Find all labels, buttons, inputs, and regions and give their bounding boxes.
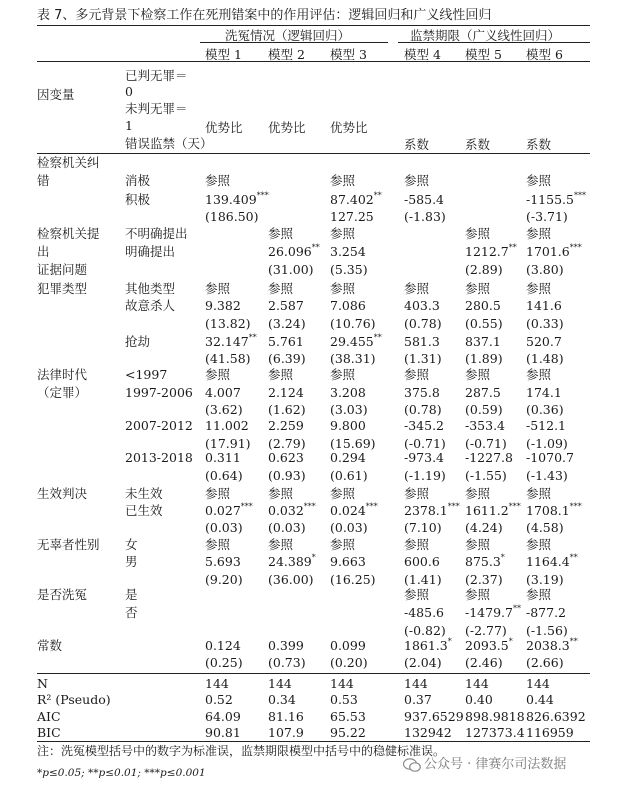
- table-cell: 9.800: [330, 418, 366, 433]
- table-cell: 参照: [526, 173, 552, 188]
- table-cell: 2038.3**: [526, 637, 578, 653]
- table-cell: 参照: [465, 587, 491, 602]
- table-cell: (2.89): [465, 262, 503, 277]
- table-cell: (31.00): [268, 262, 314, 277]
- table-cell: 2.587: [268, 298, 304, 313]
- table-cell: (-1.19): [404, 468, 446, 483]
- table-cell: 5.761: [268, 334, 304, 349]
- table-cell: (36.00): [268, 572, 314, 587]
- table-cell: 参照: [330, 367, 356, 382]
- table-cell: 87.402**: [330, 191, 382, 207]
- table-cell: 141.6: [526, 298, 562, 313]
- table-cell: 参照: [205, 173, 231, 188]
- stat-label: 系数: [465, 137, 491, 152]
- stat-row-label: BIC: [37, 725, 61, 740]
- table-cell: 参照: [205, 281, 231, 296]
- table-cell: 116959: [526, 725, 574, 740]
- table-cell: (4.58): [526, 520, 564, 535]
- table-cell: -1070.7: [526, 450, 574, 465]
- stat-row-label: R² (Pseudo): [37, 692, 111, 707]
- table-cell: (4.24): [465, 520, 503, 535]
- table-cell: 7.086: [330, 298, 366, 313]
- table-cell: (2.37): [465, 572, 503, 587]
- table-cell: (3.24): [268, 316, 306, 331]
- table-cell: 0.37: [404, 692, 432, 707]
- dv-line: 已判无罪＝: [125, 68, 188, 83]
- group-label: 犯罪类型: [37, 281, 88, 296]
- table-cell: 132942: [404, 725, 452, 740]
- row-label: 积极: [125, 192, 151, 207]
- stat-label: 优势比: [205, 120, 243, 135]
- table-cell: (3.80): [526, 262, 564, 277]
- table-cell: 参照: [526, 537, 552, 552]
- group-label: 出: [37, 244, 50, 259]
- table-cell: 参照: [330, 173, 356, 188]
- table-cell: (6.39): [268, 351, 306, 366]
- table-cell: (0.78): [404, 402, 442, 417]
- table-cell: 24.389*: [268, 553, 316, 569]
- table-cell: 参照: [526, 226, 552, 241]
- table-cell: 参照: [268, 537, 294, 552]
- table-cell: (0.03): [205, 520, 243, 535]
- row-label: 是: [125, 587, 138, 602]
- table-cell: 2.259: [268, 418, 304, 433]
- significance-footnote: *p≤0.05; **p≤0.01; ***p≤0.001: [37, 767, 206, 779]
- table-cell: 144: [268, 676, 292, 691]
- table-cell: (-3.71): [526, 209, 568, 224]
- group-label: 证据问题: [37, 262, 88, 277]
- table-cell: -353.4: [465, 418, 506, 433]
- group-label: 检察机关提: [37, 226, 100, 241]
- table-cell: (0.36): [526, 402, 564, 417]
- group-label: 生效判决: [37, 486, 88, 501]
- table-cell: (17.91): [205, 436, 251, 451]
- table-cell: (0.73): [268, 655, 306, 670]
- row-label: 抢劫: [125, 334, 151, 349]
- table-cell: (9.20): [205, 572, 243, 587]
- table-cell: 875.3*: [465, 553, 505, 569]
- table-cell: 65.53: [330, 709, 366, 724]
- group-header: 监禁期限（广义线性回归）: [410, 28, 561, 43]
- table-cell: -485.6: [404, 605, 445, 620]
- table-cell: 参照: [330, 486, 356, 501]
- table-cell: 参照: [404, 486, 430, 501]
- table-cell: 26.096**: [268, 243, 320, 259]
- table-cell: (3.19): [526, 572, 564, 587]
- row-label: 男: [125, 554, 138, 569]
- table-cell: 参照: [465, 226, 491, 241]
- table-cell: 127373.4: [465, 725, 525, 740]
- table-cell: (13.82): [205, 316, 251, 331]
- table-cell: 2093.5*: [465, 637, 513, 653]
- table-cell: 参照: [330, 281, 356, 296]
- table-cell: 参照: [526, 587, 552, 602]
- table-cell: (3.62): [205, 402, 243, 417]
- table-cell: 参照: [404, 173, 430, 188]
- row-label: 不明确提出: [125, 226, 188, 241]
- table-cell: (0.78): [404, 316, 442, 331]
- group-label: 错: [37, 173, 50, 188]
- table-cell: 11.002: [205, 418, 249, 433]
- table-cell: 0.099: [330, 638, 366, 653]
- table-cell: (16.25): [330, 572, 376, 587]
- table-cell: 0.399: [268, 638, 304, 653]
- table-cell: (0.93): [268, 468, 306, 483]
- row-label: 消极: [125, 173, 151, 188]
- table-title: 表 7、多元背景下检察工作在死刑错案中的作用评估：逻辑回归和广义线性回归: [37, 8, 492, 23]
- row-label: 故意杀人: [125, 298, 176, 313]
- table-cell: (0.03): [330, 520, 368, 535]
- table-cell: 参照: [205, 537, 231, 552]
- dv-line: 错误监禁（天）: [125, 136, 213, 151]
- table-cell: 参照: [526, 367, 552, 382]
- dv-line: 0: [125, 84, 133, 99]
- table-cell: 参照: [465, 367, 491, 382]
- table-cell: -1227.8: [465, 450, 513, 465]
- row-label: 2013-2018: [125, 450, 193, 465]
- table-cell: 600.6: [404, 554, 440, 569]
- table-cell: (-2.77): [465, 623, 507, 638]
- table-cell: 144: [404, 676, 428, 691]
- table-cell: 107.9: [268, 725, 304, 740]
- table-cell: 403.3: [404, 298, 440, 313]
- row-label: 1997-2006: [125, 385, 193, 400]
- table-cell: (3.03): [330, 402, 368, 417]
- stat-label: 系数: [526, 137, 552, 152]
- table-cell: 1861.3*: [404, 637, 452, 653]
- table-cell: (10.76): [330, 316, 376, 331]
- table-cell: 5.693: [205, 554, 241, 569]
- dv-label: 因变量: [37, 87, 75, 102]
- table-cell: 参照: [330, 226, 356, 241]
- table-cell: (1.89): [465, 351, 503, 366]
- table-cell: 32.147**: [205, 333, 257, 349]
- table-cell: 0.44: [526, 692, 554, 707]
- model-header: 模型 1: [205, 47, 242, 62]
- table-cell: 90.81: [205, 725, 241, 740]
- table-cell: (186.50): [205, 209, 259, 224]
- table-cell: 0.34: [268, 692, 296, 707]
- model-header: 模型 4: [404, 47, 441, 62]
- table-cell: (5.35): [330, 262, 368, 277]
- table-cell: (-1.56): [526, 623, 568, 638]
- table-cell: 144: [465, 676, 489, 691]
- dv-line: 未判无罪＝: [125, 101, 188, 116]
- table-cell: 0.032***: [268, 502, 316, 518]
- table-cell: 2.124: [268, 385, 304, 400]
- bottom-rule: [37, 741, 590, 742]
- table-cell: (7.10): [404, 520, 442, 535]
- row-label: 已生效: [125, 503, 163, 518]
- table-cell: 参照: [404, 367, 430, 382]
- table-cell: 1164.4**: [526, 553, 578, 569]
- table-cell: 0.294: [330, 450, 366, 465]
- table-cell: (-1.43): [526, 468, 568, 483]
- table-cell: (0.25): [205, 655, 243, 670]
- table-cell: 287.5: [465, 385, 501, 400]
- table-cell: 0.311: [205, 450, 241, 465]
- table-cell: 参照: [404, 587, 430, 602]
- table-cell: -585.4: [404, 192, 445, 207]
- table-cell: (1.62): [268, 402, 306, 417]
- table-cell: 参照: [330, 537, 356, 552]
- table-cell: 参照: [465, 486, 491, 501]
- table-cell: 参照: [465, 537, 491, 552]
- table-cell: (-0.71): [404, 436, 446, 451]
- table-cell: (0.59): [465, 402, 503, 417]
- table-cell: (2.04): [404, 655, 442, 670]
- row-label: 未生效: [125, 486, 163, 501]
- table-cell: 2378.1***: [404, 502, 460, 518]
- row-label: 明确提出: [125, 244, 176, 259]
- table-cell: 837.1: [465, 334, 501, 349]
- table-cell: 参照: [268, 367, 294, 382]
- group-label: 检察机关纠: [37, 155, 100, 170]
- table-cell: 4.007: [205, 385, 241, 400]
- table-cell: 174.1: [526, 385, 562, 400]
- model-header: 模型 3: [330, 47, 367, 62]
- stats-rule: [37, 673, 590, 674]
- table-cell: 144: [526, 676, 550, 691]
- model-header: 模型 6: [526, 47, 563, 62]
- group-label: 法律时代: [37, 367, 88, 382]
- table-cell: 参照: [465, 281, 491, 296]
- table-cell: 3.208: [330, 385, 366, 400]
- table-cell: 95.22: [330, 725, 366, 740]
- table-cell: 139.409***: [205, 191, 269, 207]
- table-cell: 280.5: [465, 298, 501, 313]
- row-label: 否: [125, 605, 138, 620]
- table-cell: 9.663: [330, 554, 366, 569]
- table-cell: (-0.71): [465, 436, 507, 451]
- table-cell: 0.623: [268, 450, 304, 465]
- table-cell: (1.48): [526, 351, 564, 366]
- model-header: 模型 2: [268, 47, 305, 62]
- table-cell: -973.4: [404, 450, 445, 465]
- dv-line: 1: [125, 118, 133, 133]
- stat-row-label: N: [37, 676, 48, 691]
- table-cell: 3.254: [330, 244, 366, 259]
- stat-label: 优势比: [330, 120, 368, 135]
- table-cell: -1155.5***: [526, 191, 586, 207]
- table-cell: (1.31): [404, 351, 442, 366]
- table-cell: 81.16: [268, 709, 304, 724]
- wechat-icon: [403, 758, 421, 772]
- table-cell: 826.6392: [526, 709, 586, 724]
- table-cell: 1708.1***: [526, 502, 582, 518]
- table-cell: 参照: [404, 537, 430, 552]
- group-label: （定罪）: [37, 385, 88, 400]
- table-cell: (0.03): [268, 520, 306, 535]
- row-label: 其他类型: [125, 281, 176, 296]
- table-cell: 1701.6***: [526, 243, 582, 259]
- table-cell: 参照: [268, 281, 294, 296]
- group-label: 常数: [37, 638, 63, 653]
- table-cell: 144: [330, 676, 354, 691]
- table-cell: (0.61): [330, 468, 368, 483]
- table-cell: (-1.83): [404, 209, 446, 224]
- table-cell: (0.55): [465, 316, 503, 331]
- table-cell: 0.52: [205, 692, 233, 707]
- model-header: 模型 5: [465, 47, 502, 62]
- table-cell: (2.46): [465, 655, 503, 670]
- table-cell: 581.3: [404, 334, 440, 349]
- table-cell: (2.79): [268, 436, 306, 451]
- table-cell: -345.2: [404, 418, 445, 433]
- row-label: 2007-2012: [125, 418, 193, 433]
- top-rule: [37, 25, 590, 26]
- table-cell: 1611.2***: [465, 502, 521, 518]
- table-cell: 144: [205, 676, 229, 691]
- table-cell: (0.33): [526, 316, 564, 331]
- table-cell: 参照: [526, 281, 552, 296]
- body-rule: [37, 153, 590, 154]
- table-cell: 参照: [205, 486, 231, 501]
- stat-row-label: AIC: [37, 709, 61, 724]
- table-cell: 0.027***: [205, 502, 253, 518]
- table-cell: (15.69): [330, 436, 376, 451]
- table-cell: -1479.7**: [465, 604, 521, 620]
- table-cell: (1.41): [404, 572, 442, 587]
- table-cell: (2.66): [526, 655, 564, 670]
- group-label: 无辜者性别: [37, 537, 100, 552]
- table-cell: 29.455**: [330, 333, 382, 349]
- table-cell: 参照: [205, 367, 231, 382]
- table-cell: 参照: [404, 281, 430, 296]
- table-cell: 127.25: [330, 209, 374, 224]
- table-cell: 0.124: [205, 638, 241, 653]
- watermark: 公众号 · 律赛尔司法数据: [424, 757, 567, 772]
- group-label: 是否洗冤: [37, 587, 88, 602]
- table-note: 注：洗冤模型括号中的数字为标准误，监禁期限模型中括号中的稳健标准误。: [37, 744, 446, 758]
- header-rule: [37, 61, 590, 62]
- row-label: 女: [125, 537, 138, 552]
- stat-label: 系数: [404, 137, 430, 152]
- group-header: 洗冤情况（逻辑回归）: [225, 28, 351, 43]
- table-cell: -512.1: [526, 418, 567, 433]
- table-cell: 9.382: [205, 298, 241, 313]
- table-cell: 参照: [526, 486, 552, 501]
- table-cell: 参照: [268, 486, 294, 501]
- table-cell: 375.8: [404, 385, 440, 400]
- table-cell: 937.6529: [404, 709, 464, 724]
- table-cell: (-1.55): [465, 468, 507, 483]
- table-cell: (38.31): [330, 351, 376, 366]
- table-cell: 参照: [268, 226, 294, 241]
- table-cell: (-0.82): [404, 623, 446, 638]
- table-cell: -877.2: [526, 605, 567, 620]
- table-cell: (0.64): [205, 468, 243, 483]
- table-cell: 0.53: [330, 692, 358, 707]
- table-cell: 898.9818: [465, 709, 525, 724]
- table-cell: 0.40: [465, 692, 493, 707]
- table-cell: 64.09: [205, 709, 241, 724]
- table-cell: (-1.09): [526, 436, 568, 451]
- table-cell: 0.024***: [330, 502, 378, 518]
- table-cell: 1212.7**: [465, 243, 517, 259]
- table-cell: 520.7: [526, 334, 562, 349]
- table-cell: (41.58): [205, 351, 251, 366]
- row-label: <1997: [125, 367, 168, 382]
- stat-label: 优势比: [268, 120, 306, 135]
- table-cell: (0.20): [330, 655, 368, 670]
